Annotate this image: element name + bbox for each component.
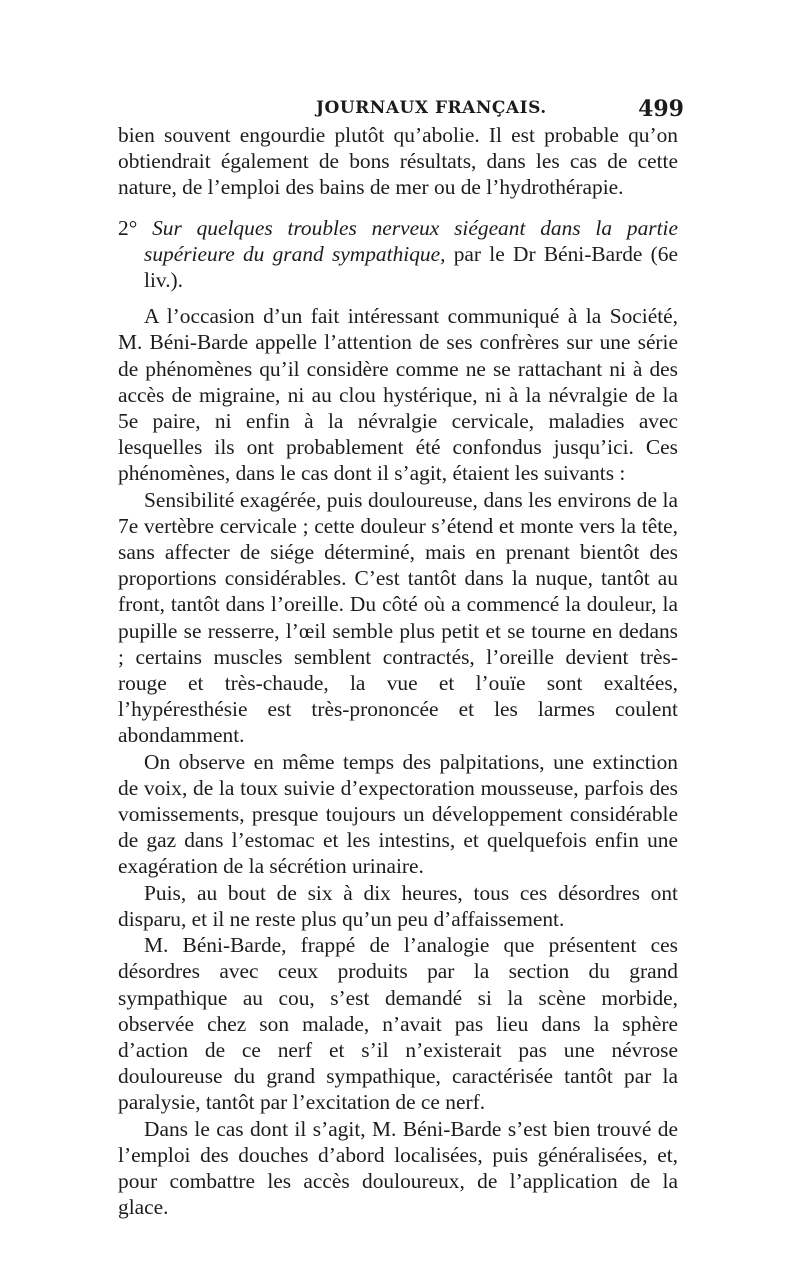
article-body <box>118 122 678 1220</box>
heading-author: par le Dr Béni-Barde (6e liv.). <box>144 241 678 293</box>
page-header <box>118 98 684 124</box>
paragraph: Dans le cas dont il s’agit, M. Béni-Barde s’est bien trouvé de l’emploi des douches d’abord localisées, puis généralisées, et, pour combattre les accès douloureux, de l’application de la glace. <box>118 1116 678 1220</box>
running-title: JOURNAUX FRANÇAIS. <box>316 98 547 118</box>
paragraph: Puis, au bout de six à dix heures, tous ces désordres ont disparu, et il ne reste plus qu’un peu d’affaissement. <box>118 880 678 931</box>
heading-number: 2° <box>118 215 138 240</box>
paragraph: Sensibilité exagérée, puis douloureuse, dans les environs de la 7e vertèbre cervicale ; cette douleur s’étend et monte vers la tête, sans affecter de siége déterminé, mais en prenant bientôt des proportions considérables. C’est tantôt dans la nuque, tantôt au front, tantôt dans l’oreille. Du côté où a commencé la douleur, la pupille se resserre, l’œil semble plus petit et se tourne en dedans ; certains muscles semblent contractés, l’oreille devient très-rouge et très-chaude, la vue et l’ouïe sont exaltées, l’hypéresthésie est très-prononcée et les larmes coulent abondamment. <box>118 487 678 748</box>
paragraph: A l’occasion d’un fait intéressant communiqué à la Société, M. Béni-Barde appelle l’attention de ses confrères sur une série de phénomènes qu’il considère comme ne se rattachant ni à des accès de migraine, ni au clou hystérique, ni à la névralgie de la 5e paire, ni enfin à la névralgie cervicale, maladies avec lesquelles ils ont probablement été confondus jusqu’ici. Ces phénomènes, dans le cas dont il s’agit, étaient les suivants : <box>118 304 678 486</box>
lead-in-paragraph: bien souvent engourdie plutôt qu’abolie. Il est probable qu’on obtiendrait également de bons résultats, dans les cas de cette nature, de l’emploi des bains de mer ou de l’hydrothérapie. <box>118 123 678 200</box>
paragraph: On observe en même temps des palpitations, une extinction de voix, de la toux suivie d’expectoration mousseuse, parfois des vomissements, presque toujours un développement considérable de gaz dans l’estomac et les intestins, et quelquefois enfin une exagération de la sécrétion urinaire. <box>118 749 678 879</box>
page-number: 499 <box>638 96 684 122</box>
section-heading <box>118 215 678 294</box>
heading-title: Sur quelques troubles nerveux siégeant dans la partie supérieure du grand sympathique, <box>144 215 678 266</box>
paragraph: M. Béni-Barde, frappé de l’analogie que présentent ces désordres avec ceux produits par la section du grand sympathique au cou, s’est demandé si la scène morbide, observée chez son malade, n’avait pas lieu dans la sphère d’action de ce nerf et s’il n’existerait pas une névrose douloureuse du grand sympathique, caractérisée tantôt par la paralysie, tantôt par l’excitation de ce nerf. <box>118 933 678 1115</box>
